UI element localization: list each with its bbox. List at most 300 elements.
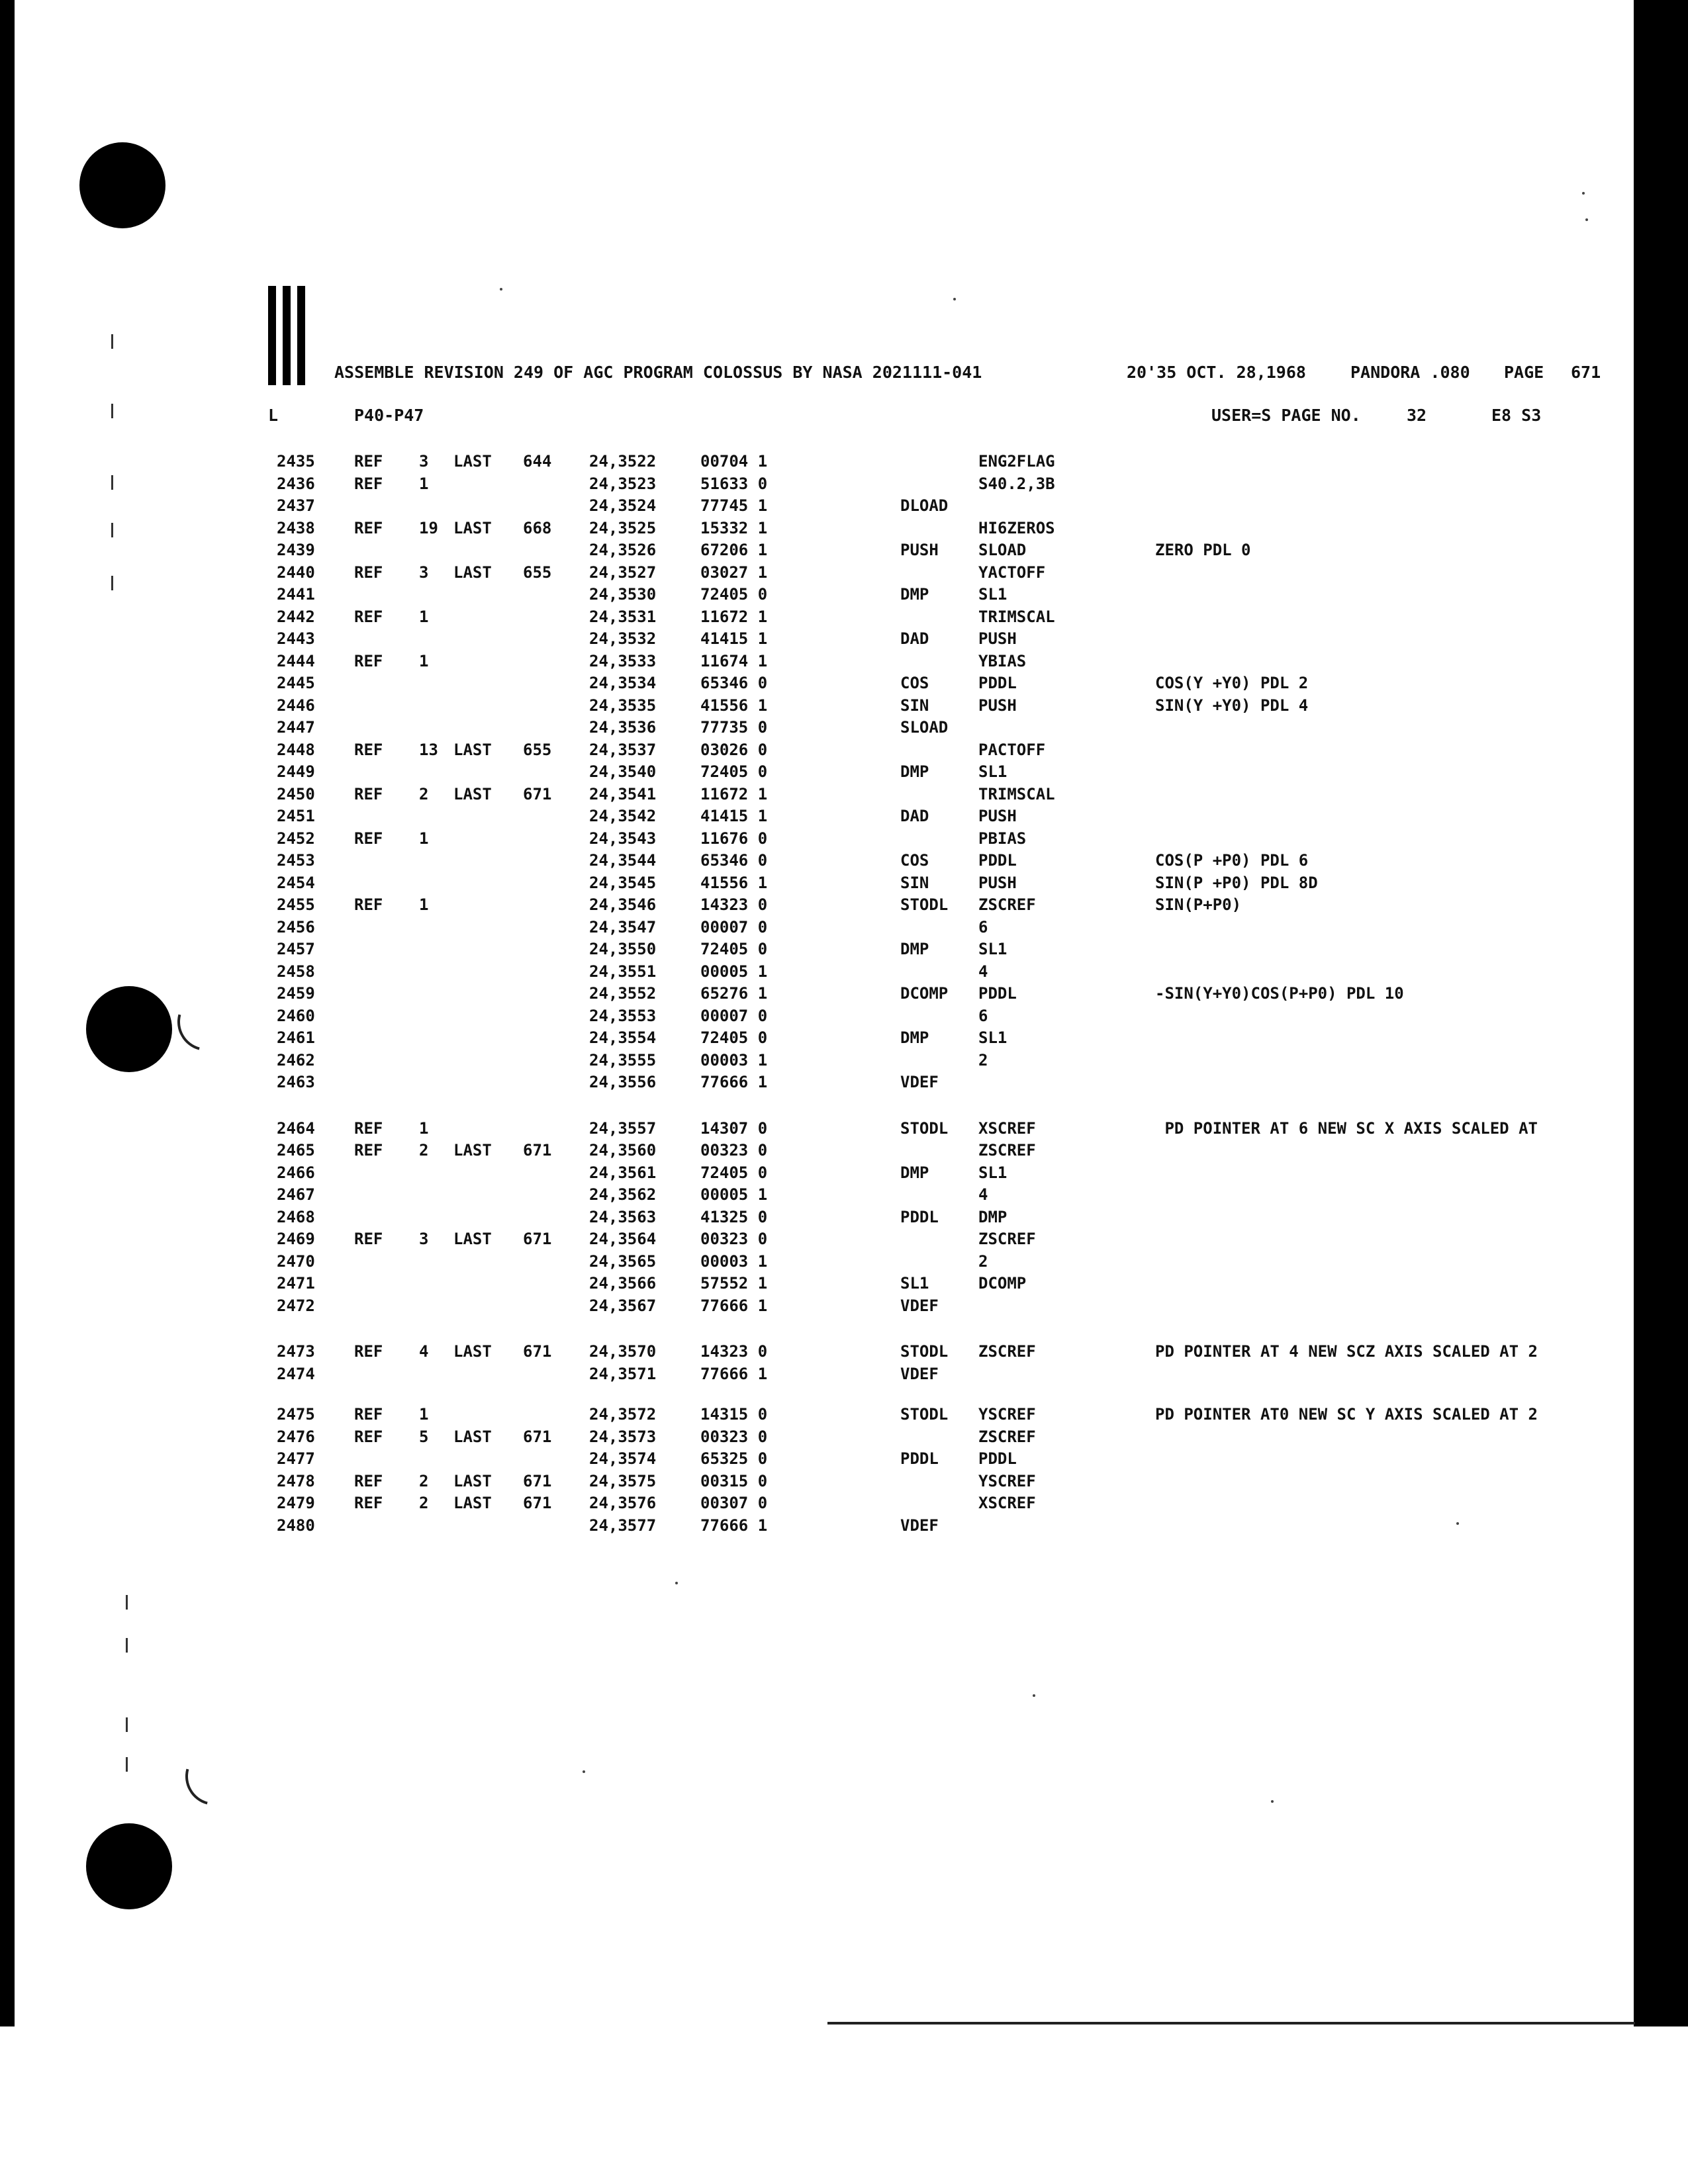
- row-addr: 24,3542: [589, 807, 657, 825]
- row-op: STODL: [900, 1342, 949, 1361]
- row-addr: 24,3543: [589, 829, 657, 848]
- row-ref: REF: [354, 1494, 383, 1512]
- row-addr: 24,3534: [589, 674, 657, 692]
- row-op: DCOMP: [900, 984, 949, 1003]
- row-oct: 00003 1: [700, 1050, 768, 1069]
- row-op: SL1: [900, 1274, 929, 1293]
- row-oct: 00323 0: [700, 1427, 768, 1446]
- row-lastno: 644: [523, 452, 552, 471]
- row-comment: PD POINTER AT0 NEW SC Y AXIS SCALED AT 2: [1155, 1405, 1538, 1424]
- row-last: LAST: [453, 518, 492, 537]
- row-operand: YSCREF: [978, 1471, 1036, 1490]
- row-line: 2468: [277, 1207, 315, 1226]
- punch-hole-middle: [86, 986, 172, 1072]
- row-oct: 65325 0: [700, 1449, 768, 1468]
- row-ref: REF: [354, 474, 383, 493]
- row-n: 5: [419, 1427, 429, 1446]
- row-operand: 4: [978, 962, 988, 981]
- row-n: 3: [419, 452, 429, 471]
- row-oct: 77666 1: [700, 1073, 768, 1091]
- row-oct: 00315 0: [700, 1471, 768, 1490]
- row-line: 2477: [277, 1449, 315, 1468]
- row-line: 2472: [277, 1296, 315, 1315]
- row-oct: 00007 0: [700, 917, 768, 936]
- row-line: 2471: [277, 1274, 315, 1293]
- row-line: 2453: [277, 851, 315, 870]
- row-line: 2466: [277, 1163, 315, 1182]
- row-addr: 24,3536: [589, 718, 657, 737]
- row-lastno: 671: [523, 1494, 552, 1512]
- row-operand: 6: [978, 917, 988, 936]
- punch-ring-bottom: [175, 1737, 254, 1816]
- row-oct: 72405 0: [700, 1028, 768, 1047]
- row-lastno: 671: [523, 1471, 552, 1490]
- row-oct: 77666 1: [700, 1516, 768, 1535]
- row-addr: 24,3526: [589, 541, 657, 559]
- row-oct: 77666 1: [700, 1364, 768, 1383]
- user-page-number: 32: [1407, 406, 1427, 425]
- row-oct: 00323 0: [700, 1230, 768, 1248]
- row-line: 2444: [277, 651, 315, 670]
- row-addr: 24,3532: [589, 629, 657, 648]
- row-lastno: 671: [523, 784, 552, 803]
- datetime: 20'35 OCT. 28,1968: [1127, 363, 1306, 382]
- row-line: 2441: [277, 585, 315, 604]
- row-line: 2470: [277, 1251, 315, 1271]
- row-line: 2445: [277, 674, 315, 692]
- row-comment: PD POINTER AT 6 NEW SC X AXIS SCALED AT: [1155, 1118, 1538, 1138]
- row-addr: 24,3562: [589, 1185, 657, 1204]
- row-addr: 24,3566: [589, 1274, 657, 1293]
- row-last: LAST: [453, 1427, 492, 1446]
- row-op: VDEF: [900, 1296, 939, 1315]
- row-n: 2: [419, 1494, 429, 1512]
- row-line: 2440: [277, 563, 315, 582]
- row-addr: 24,3533: [589, 651, 657, 670]
- section-label: P40-P47: [354, 406, 424, 425]
- row-op: DMP: [900, 585, 929, 604]
- row-operand: ENG2FLAG: [978, 452, 1055, 471]
- row-oct: 15332 1: [700, 518, 768, 537]
- row-oct: 77745 1: [700, 496, 768, 515]
- left-edge-bar: [0, 0, 15, 2026]
- scan-speck: [500, 288, 502, 291]
- row-line: 2460: [277, 1006, 315, 1025]
- row-ref: REF: [354, 1427, 383, 1446]
- margin-tick: [111, 404, 113, 418]
- row-op: STODL: [900, 1118, 949, 1138]
- row-line: 2449: [277, 762, 315, 781]
- row-oct: 11672 1: [700, 784, 768, 803]
- row-addr: 24,3552: [589, 984, 657, 1003]
- row-line: 2435: [277, 452, 315, 471]
- row-oct: 72405 0: [700, 585, 768, 604]
- row-line: 2458: [277, 962, 315, 981]
- margin-tick: [126, 1717, 128, 1732]
- row-ref: REF: [354, 1405, 383, 1424]
- row-operand: SLOAD: [978, 541, 1027, 559]
- row-op: VDEF: [900, 1073, 939, 1091]
- row-op: SIN: [900, 873, 929, 892]
- row-oct: 41556 1: [700, 873, 768, 892]
- row-line: 2473: [277, 1342, 315, 1361]
- row-oct: 41325 0: [700, 1207, 768, 1226]
- row-n: 4: [419, 1342, 429, 1361]
- row-n: 2: [419, 784, 429, 803]
- row-n: 1: [419, 651, 429, 670]
- row-addr: 24,3557: [589, 1118, 657, 1138]
- row-last: LAST: [453, 1230, 492, 1248]
- row-line: 2467: [277, 1185, 315, 1204]
- row-lastno: 671: [523, 1141, 552, 1160]
- row-line: 2455: [277, 895, 315, 914]
- row-addr: 24,3546: [589, 895, 657, 914]
- row-ref: REF: [354, 452, 383, 471]
- row-addr: 24,3563: [589, 1207, 657, 1226]
- row-op: DMP: [900, 1028, 929, 1047]
- row-last: LAST: [453, 1342, 492, 1361]
- row-operand: YACTOFF: [978, 563, 1046, 582]
- row-oct: 11676 0: [700, 829, 768, 848]
- row-line: 2459: [277, 984, 315, 1003]
- row-addr: 24,3556: [589, 1073, 657, 1091]
- row-op: DMP: [900, 940, 929, 958]
- row-oct: 77666 1: [700, 1296, 768, 1315]
- row-oct: 00323 0: [700, 1141, 768, 1160]
- row-oct: 00003 1: [700, 1251, 768, 1271]
- row-operand: ZSCREF: [978, 1141, 1036, 1160]
- scan-speck: [953, 298, 956, 300]
- row-operand: SL1: [978, 585, 1008, 604]
- row-operand: 2: [978, 1050, 988, 1069]
- row-op: STODL: [900, 1405, 949, 1424]
- row-addr: 24,3570: [589, 1342, 657, 1361]
- row-n: 2: [419, 1141, 429, 1160]
- margin-tick: [126, 1638, 128, 1653]
- margin-tick: [126, 1757, 128, 1772]
- row-comment: SIN(P+P0): [1155, 895, 1242, 914]
- row-oct: 11672 1: [700, 607, 768, 626]
- row-n: 3: [419, 563, 429, 582]
- row-operand: PDDL: [978, 674, 1017, 692]
- row-ref: REF: [354, 784, 383, 803]
- row-last: LAST: [453, 740, 492, 759]
- row-addr: 24,3572: [589, 1405, 657, 1424]
- row-operand: PUSH: [978, 807, 1017, 825]
- margin-tick: [126, 1595, 128, 1610]
- row-addr: 24,3553: [589, 1006, 657, 1025]
- row-line: 2447: [277, 718, 315, 737]
- row-line: 2475: [277, 1405, 315, 1424]
- punch-hole-top: [79, 142, 165, 228]
- row-oct: 00007 0: [700, 1006, 768, 1025]
- page-number: 671: [1571, 363, 1601, 382]
- row-op: SLOAD: [900, 718, 949, 737]
- row-operand: S40.2,3B: [978, 474, 1055, 493]
- row-line: 2480: [277, 1516, 315, 1535]
- row-oct: 72405 0: [700, 940, 768, 958]
- row-addr: 24,3530: [589, 585, 657, 604]
- row-oct: 03027 1: [700, 563, 768, 582]
- row-operand: DCOMP: [978, 1274, 1027, 1293]
- row-lastno: 655: [523, 740, 552, 759]
- row-n: 1: [419, 895, 429, 914]
- row-line: 2443: [277, 629, 315, 648]
- row-addr: 24,3550: [589, 940, 657, 958]
- row-addr: 24,3540: [589, 762, 657, 781]
- row-line: 2464: [277, 1118, 315, 1138]
- row-oct: 41556 1: [700, 696, 768, 715]
- row-comment: PD POINTER AT 4 NEW SCZ AXIS SCALED AT 2: [1155, 1342, 1538, 1361]
- row-addr: 24,3541: [589, 784, 657, 803]
- row-oct: 51633 0: [700, 474, 768, 493]
- scan-speck: [675, 1582, 678, 1584]
- row-addr: 24,3545: [589, 873, 657, 892]
- scan-speck: [1585, 218, 1588, 221]
- row-operand: DMP: [978, 1207, 1008, 1226]
- row-line: 2478: [277, 1471, 315, 1490]
- scan-speck: [1033, 1694, 1035, 1697]
- punch-hole-bottom: [86, 1823, 172, 1909]
- row-ref: REF: [354, 1141, 383, 1160]
- listing-l: L: [268, 406, 279, 425]
- row-addr: 24,3564: [589, 1230, 657, 1248]
- row-addr: 24,3535: [589, 696, 657, 715]
- row-ref: REF: [354, 1118, 383, 1138]
- row-oct: 11674 1: [700, 651, 768, 670]
- row-n: 1: [419, 1118, 429, 1138]
- row-ref: REF: [354, 518, 383, 537]
- row-operand: PACTOFF: [978, 740, 1046, 759]
- row-oct: 03026 0: [700, 740, 768, 759]
- row-line: 2474: [277, 1364, 315, 1383]
- row-operand: SL1: [978, 940, 1008, 958]
- scan-speck: [1271, 1800, 1274, 1803]
- row-comment: COS(Y +Y0) PDL 2: [1155, 674, 1309, 692]
- row-addr: 24,3571: [589, 1364, 657, 1383]
- punch-ring-middle: [167, 982, 246, 1062]
- row-ref: REF: [354, 740, 383, 759]
- row-line: 2437: [277, 496, 315, 515]
- row-operand: TRIMSCAL: [978, 607, 1055, 626]
- row-addr: 24,3577: [589, 1516, 657, 1535]
- row-comment: ZERO PDL 0: [1155, 541, 1251, 559]
- row-addr: 24,3565: [589, 1251, 657, 1271]
- row-lastno: 671: [523, 1342, 552, 1361]
- row-op: DAD: [900, 807, 929, 825]
- row-oct: 72405 0: [700, 762, 768, 781]
- code-label: E8 S3: [1491, 406, 1542, 425]
- row-operand: 2: [978, 1251, 988, 1271]
- row-operand: YBIAS: [978, 651, 1027, 670]
- row-n: 1: [419, 1405, 429, 1424]
- row-addr: 24,3547: [589, 917, 657, 936]
- user-page-label: USER=S PAGE NO.: [1211, 406, 1361, 425]
- row-op: PDDL: [900, 1207, 939, 1226]
- row-line: 2438: [277, 518, 315, 537]
- margin-tick: [111, 475, 113, 490]
- row-comment: SIN(Y +Y0) PDL 4: [1155, 696, 1309, 715]
- row-line: 2462: [277, 1050, 315, 1069]
- row-comment: COS(P +P0) PDL 6: [1155, 851, 1309, 870]
- row-line: 2448: [277, 740, 315, 759]
- row-addr: 24,3567: [589, 1296, 657, 1315]
- row-ref: REF: [354, 1230, 383, 1248]
- row-op: DLOAD: [900, 496, 949, 515]
- row-oct: 65346 0: [700, 851, 768, 870]
- row-n: 1: [419, 607, 429, 626]
- row-line: 2454: [277, 873, 315, 892]
- assemble-header: ASSEMBLE REVISION 249 OF AGC PROGRAM COLOSSUS BY NASA 2021111-041: [334, 363, 982, 382]
- row-op: VDEF: [900, 1516, 939, 1535]
- row-lastno: 671: [523, 1230, 552, 1248]
- row-op: DAD: [900, 629, 929, 648]
- row-ref: REF: [354, 1342, 383, 1361]
- margin-tick: [111, 523, 113, 537]
- row-ref: REF: [354, 829, 383, 848]
- row-addr: 24,3575: [589, 1471, 657, 1490]
- row-oct: 77735 0: [700, 718, 768, 737]
- row-op: SIN: [900, 696, 929, 715]
- right-edge-bar: [1634, 0, 1688, 2026]
- row-op: PUSH: [900, 541, 939, 559]
- row-operand: YSCREF: [978, 1405, 1036, 1424]
- row-last: LAST: [453, 563, 492, 582]
- row-line: 2479: [277, 1494, 315, 1512]
- pandora-label: PANDORA .080: [1350, 363, 1470, 382]
- row-addr: 24,3523: [589, 474, 657, 493]
- row-addr: 24,3544: [589, 851, 657, 870]
- row-operand: PDDL: [978, 851, 1017, 870]
- margin-tick: [111, 334, 113, 349]
- scan-speck: [583, 1770, 585, 1773]
- margin-tick: [111, 576, 113, 590]
- row-operand: PUSH: [978, 873, 1017, 892]
- row-line: 2476: [277, 1427, 315, 1446]
- row-line: 2446: [277, 696, 315, 715]
- page-label: PAGE: [1504, 363, 1544, 382]
- row-oct: 00005 1: [700, 962, 768, 981]
- row-oct: 14323 0: [700, 1342, 768, 1361]
- row-ref: REF: [354, 563, 383, 582]
- row-addr: 24,3525: [589, 518, 657, 537]
- row-last: LAST: [453, 784, 492, 803]
- row-line: 2461: [277, 1028, 315, 1047]
- row-ref: REF: [354, 1471, 383, 1490]
- row-operand: XSCREF: [978, 1118, 1036, 1138]
- row-addr: 24,3551: [589, 962, 657, 981]
- row-operand: HI6ZEROS: [978, 518, 1055, 537]
- row-operand: ZSCREF: [978, 1230, 1036, 1248]
- row-last: LAST: [453, 452, 492, 471]
- row-line: 2469: [277, 1230, 315, 1248]
- row-ref: REF: [354, 607, 383, 626]
- row-oct: 41415 1: [700, 629, 768, 648]
- row-last: LAST: [453, 1141, 492, 1160]
- row-line: 2436: [277, 474, 315, 493]
- row-operand: ZSCREF: [978, 1427, 1036, 1446]
- row-addr: 24,3531: [589, 607, 657, 626]
- row-addr: 24,3560: [589, 1141, 657, 1160]
- row-n: 13: [419, 740, 438, 759]
- row-oct: 00307 0: [700, 1494, 768, 1512]
- row-addr: 24,3555: [589, 1050, 657, 1069]
- row-oct: 00704 1: [700, 452, 768, 471]
- row-oct: 14307 0: [700, 1118, 768, 1138]
- row-op: COS: [900, 851, 929, 870]
- row-op: PDDL: [900, 1449, 939, 1468]
- row-operand: 6: [978, 1006, 988, 1025]
- row-last: LAST: [453, 1471, 492, 1490]
- row-op: DMP: [900, 1163, 929, 1182]
- row-operand: XSCREF: [978, 1494, 1036, 1512]
- bottom-edge-rule: [827, 2022, 1635, 2025]
- row-oct: 00005 1: [700, 1185, 768, 1204]
- row-n: 3: [419, 1230, 429, 1248]
- row-operand: TRIMSCAL: [978, 784, 1055, 803]
- scan-speck: [1582, 192, 1585, 195]
- row-operand: PDDL: [978, 984, 1017, 1003]
- row-op: DMP: [900, 762, 929, 781]
- row-ref: REF: [354, 895, 383, 914]
- row-lastno: 671: [523, 1427, 552, 1446]
- row-comment: SIN(P +P0) PDL 8D: [1155, 873, 1318, 892]
- row-oct: 72405 0: [700, 1163, 768, 1182]
- row-op: COS: [900, 674, 929, 692]
- row-addr: 24,3554: [589, 1028, 657, 1047]
- row-line: 2456: [277, 917, 315, 936]
- row-last: LAST: [453, 1494, 492, 1512]
- row-addr: 24,3576: [589, 1494, 657, 1512]
- row-line: 2452: [277, 829, 315, 848]
- row-addr: 24,3573: [589, 1427, 657, 1446]
- row-oct: 67206 1: [700, 541, 768, 559]
- row-oct: 41415 1: [700, 807, 768, 825]
- row-n: 1: [419, 474, 429, 493]
- row-operand: PDDL: [978, 1449, 1017, 1468]
- row-addr: 24,3527: [589, 563, 657, 582]
- row-op: STODL: [900, 895, 949, 914]
- row-op: VDEF: [900, 1364, 939, 1383]
- row-oct: 57552 1: [700, 1274, 768, 1293]
- row-lastno: 668: [523, 518, 552, 537]
- row-line: 2442: [277, 607, 315, 626]
- row-operand: SL1: [978, 1163, 1008, 1182]
- scan-speck: [1456, 1522, 1459, 1525]
- row-operand: PUSH: [978, 696, 1017, 715]
- row-oct: 65276 1: [700, 984, 768, 1003]
- row-oct: 14323 0: [700, 895, 768, 914]
- row-ref: REF: [354, 651, 383, 670]
- row-operand: ZSCREF: [978, 895, 1036, 914]
- row-n: 1: [419, 829, 429, 848]
- row-operand: ZSCREF: [978, 1342, 1036, 1361]
- row-operand: PUSH: [978, 629, 1017, 648]
- row-addr: 24,3574: [589, 1449, 657, 1468]
- row-line: 2457: [277, 940, 315, 958]
- row-addr: 24,3537: [589, 740, 657, 759]
- row-n: 19: [419, 518, 438, 537]
- row-operand: PBIAS: [978, 829, 1027, 848]
- row-operand: SL1: [978, 762, 1008, 781]
- row-addr: 24,3522: [589, 452, 657, 471]
- row-line: 2465: [277, 1141, 315, 1160]
- row-operand: 4: [978, 1185, 988, 1204]
- row-operand: SL1: [978, 1028, 1008, 1047]
- row-n: 2: [419, 1471, 429, 1490]
- listing-logo-mark: [268, 286, 312, 385]
- row-line: 2450: [277, 784, 315, 803]
